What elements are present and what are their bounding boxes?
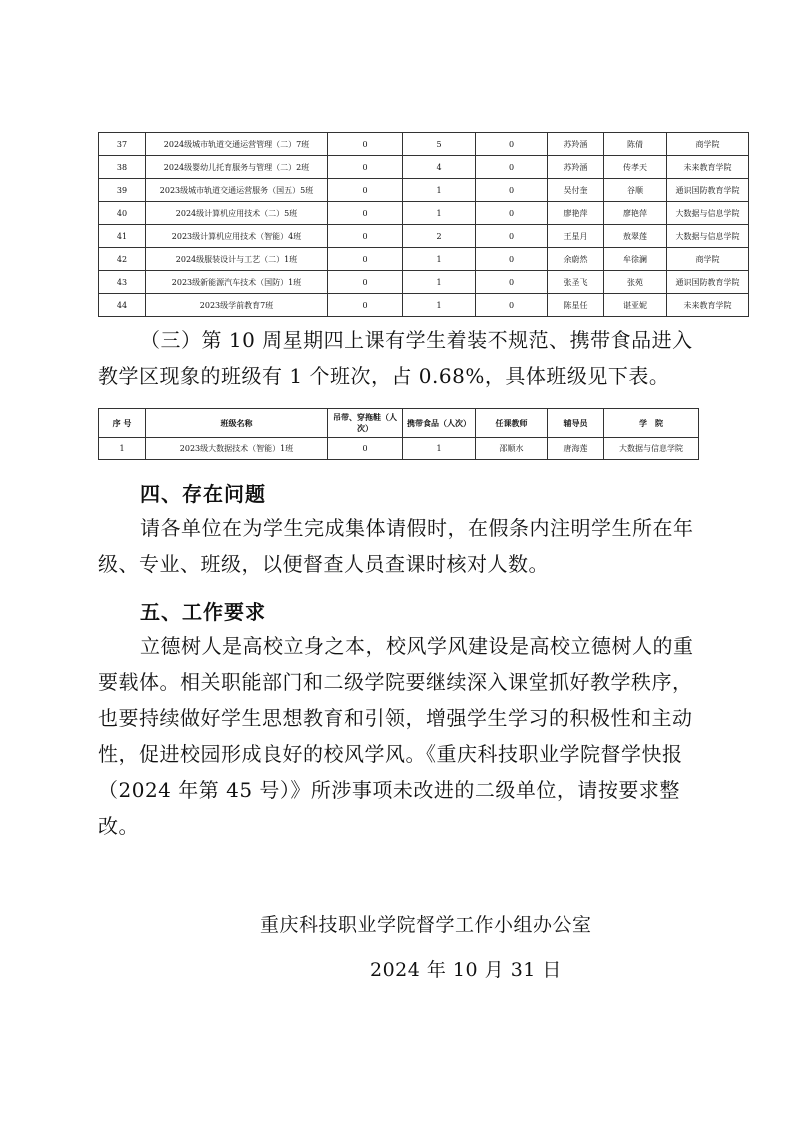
table-cell: 0	[476, 225, 548, 248]
table-row	[99, 202, 749, 225]
table-row	[99, 271, 749, 294]
table-cell: 陈倩	[604, 133, 667, 156]
table-cell: 0	[328, 156, 403, 179]
table-cell: 牟徐澜	[604, 248, 667, 271]
table-cell: 1	[403, 438, 476, 460]
signature-office: 重庆科技职业学院督学工作小组办公室	[260, 914, 592, 936]
table-row	[99, 248, 749, 271]
table-cell: 谌亚妮	[604, 294, 667, 317]
table-cell: 通识国防教育学院	[667, 271, 749, 294]
table-cell: 0	[476, 179, 548, 202]
section-5-heading: 五、工作要求	[140, 600, 266, 624]
col-header-index: 序 号	[99, 409, 146, 438]
table-cell: 0	[328, 294, 403, 317]
table-cell: 未来教育学院	[667, 294, 749, 317]
table-cell: 44	[99, 294, 146, 317]
table-cell: 商学院	[667, 133, 749, 156]
section-5-paragraph: 立德树人是高校立身之本，校风学风建设是高校立德树人的重要载体。相关职能部门和二级学院要继续深入课堂抓好教学秩序，也要持续做好学生思想教育和引领，增强学生学习的积极性和主动性，促进校园形成良好的校风学风。《重庆科技职业学院督学快报（2024 年第 45 号）》所涉事项未改进的二级单位，请按要求整改。	[98, 634, 694, 838]
table-cell: 2023级大数据技术（智能）1班	[146, 438, 328, 460]
table-cell: 1	[403, 179, 476, 202]
table-row	[99, 156, 749, 179]
col-header-class: 班级名称	[146, 409, 328, 438]
table-cell: 37	[99, 133, 146, 156]
table-cell: 敖翠莲	[604, 225, 667, 248]
table-cell: 40	[99, 202, 146, 225]
col-header-teacher: 任课教师	[476, 409, 548, 438]
table-cell: 未来教育学院	[667, 156, 749, 179]
table-cell: 5	[403, 133, 476, 156]
table-cell: 大数据与信息学院	[667, 225, 749, 248]
table-cell: 廖艳萍	[604, 202, 667, 225]
table-row	[99, 438, 699, 460]
table-cell: 王星月	[548, 225, 604, 248]
table-cell: 4	[403, 156, 476, 179]
table-cell: 0	[476, 133, 548, 156]
table-cell: 1	[99, 438, 146, 460]
col-header-dress: 吊带、穿拖鞋（人次）	[328, 409, 403, 438]
signature-date: 2024 年 10 月 31 日	[370, 959, 562, 981]
table-cell: 2023级计算机应用技术（智能）4班	[146, 225, 328, 248]
table-cell: 0	[328, 271, 403, 294]
table-cell: 0	[328, 179, 403, 202]
table-cell: 2024级计算机应用技术（二）5班	[146, 202, 328, 225]
dress-code-table	[98, 408, 699, 460]
table-cell: 0	[328, 225, 403, 248]
table-cell: 1	[403, 294, 476, 317]
table-cell: 0	[476, 294, 548, 317]
table-cell: 0	[328, 248, 403, 271]
table-cell: 2023级学前教育7班	[146, 294, 328, 317]
table-row	[99, 225, 749, 248]
table-cell: 2024级服装设计与工艺（二）1班	[146, 248, 328, 271]
table-cell: 张苑	[604, 271, 667, 294]
table-cell: 唐海莲	[548, 438, 604, 460]
table-cell: 大数据与信息学院	[667, 202, 749, 225]
table-cell: 0	[476, 271, 548, 294]
table-cell: 0	[328, 438, 403, 460]
col-header-food: 携带食品（人次）	[403, 409, 476, 438]
table-cell: 2024级城市轨道交通运营管理（二）7班	[146, 133, 328, 156]
table-cell: 谷顺	[604, 179, 667, 202]
table-cell: 41	[99, 225, 146, 248]
section-4-paragraph: 请各单位在为学生完成集体请假时，在假条内注明学生所在年级、专业、班级，以便督查人员查课时核对人数。	[98, 516, 694, 576]
table-cell: 1	[403, 248, 476, 271]
table-cell: 苏羚涵	[548, 156, 604, 179]
table-cell: 1	[403, 271, 476, 294]
table-cell: 2	[403, 225, 476, 248]
table-cell: 廖艳萍	[548, 202, 604, 225]
table-cell: 0	[476, 156, 548, 179]
table-cell: 大数据与信息学院	[604, 438, 699, 460]
table-cell: 0	[328, 133, 403, 156]
col-header-counselor: 辅导员	[548, 409, 604, 438]
table-cell: 0	[328, 202, 403, 225]
table-cell: 0	[476, 202, 548, 225]
table-cell: 43	[99, 271, 146, 294]
col-header-college: 学 院	[604, 409, 699, 438]
table-cell: 2023级新能源汽车技术（国防）1班	[146, 271, 328, 294]
section-4-heading: 四、存在问题	[140, 482, 266, 506]
table-cell: 0	[476, 248, 548, 271]
table-cell: 苏羚涵	[548, 133, 604, 156]
table-cell: 42	[99, 248, 146, 271]
table-cell: 2024级婴幼儿托育服务与管理（二）2班	[146, 156, 328, 179]
table-cell: 商学院	[667, 248, 749, 271]
table-cell: 通识国防教育学院	[667, 179, 749, 202]
table-row	[99, 133, 749, 156]
table-cell: 邵顺水	[476, 438, 548, 460]
table-cell: 1	[403, 202, 476, 225]
table-cell: 陈星任	[548, 294, 604, 317]
table-cell: 39	[99, 179, 146, 202]
table-row	[99, 294, 749, 317]
attendance-table	[98, 132, 749, 317]
table-header-row	[99, 409, 699, 438]
section-3-paragraph: （三）第 10 周星期四上课有学生着装不规范、携带食品进入教学区现象的班级有 1 个班次，占 0.68%，具体班级见下表。	[98, 328, 693, 388]
table-cell: 传孝天	[604, 156, 667, 179]
table-cell: 38	[99, 156, 146, 179]
table-cell: 2023级城市轨道交通运营服务（国五）5班	[146, 179, 328, 202]
table-cell: 吴付奎	[548, 179, 604, 202]
table-cell: 余蔚然	[548, 248, 604, 271]
table-cell: 张圣飞	[548, 271, 604, 294]
table-row	[99, 179, 749, 202]
